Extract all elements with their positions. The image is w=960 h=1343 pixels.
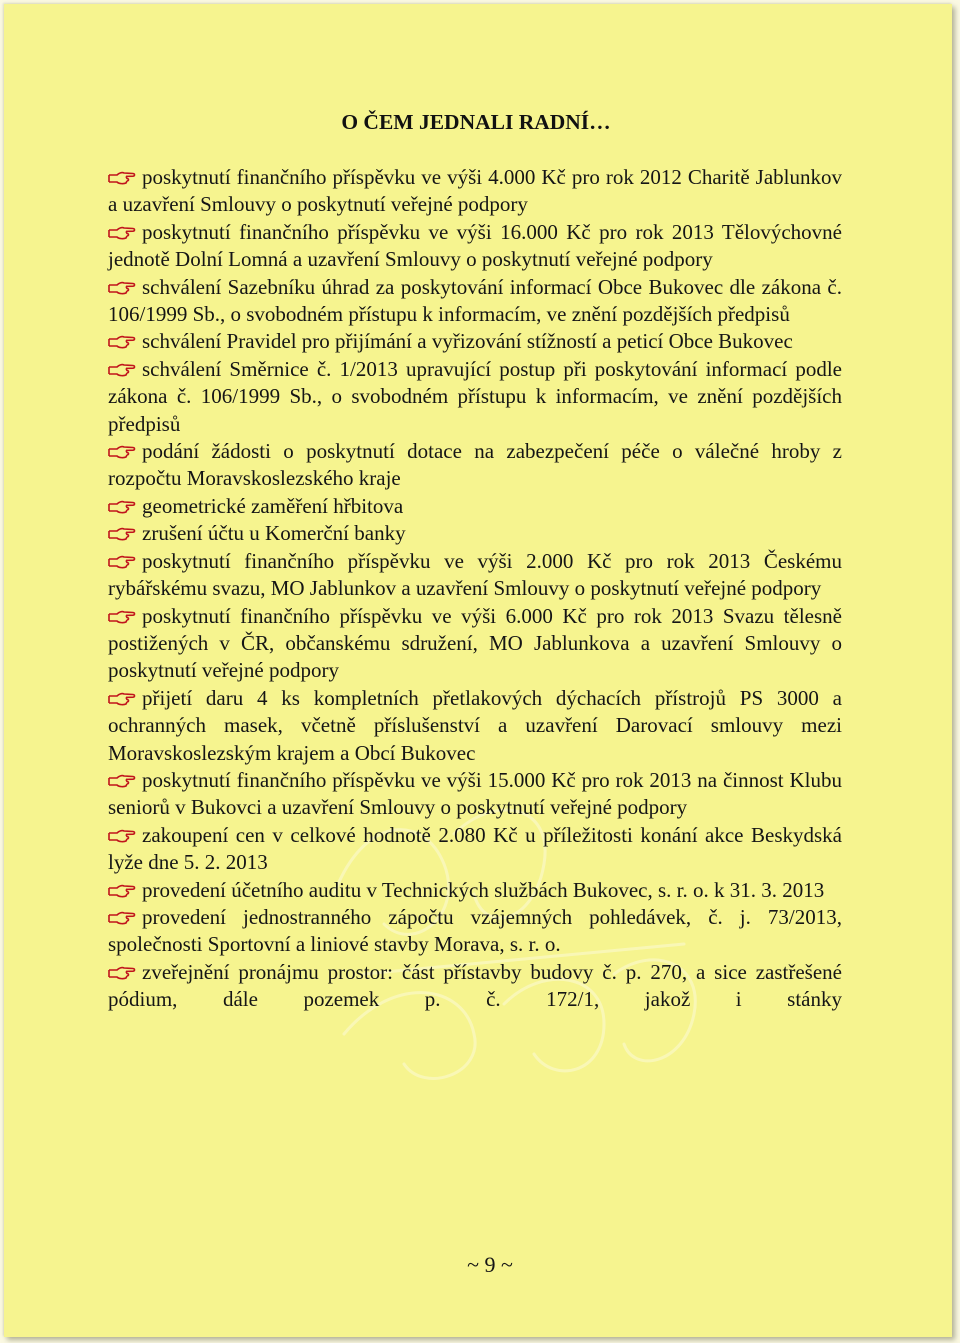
list-item: poskytnutí finančního příspěvku ve výši 15.000 Kč pro rok 2013 na činnost Klubu seniorů v Bukovci a uzavření Smlouvy o poskytnutí veřejné podpory (108, 767, 842, 820)
list-item: podání žádosti o poskytnutí dotace na zabezpečení péče o válečné hroby z rozpočtu Moravskoslezského kraje (108, 439, 842, 491)
resolutions-list (108, 164, 842, 1014)
list-item: geometrické zaměření hřbitova (108, 493, 842, 520)
page-number: ~ 9 ~ (467, 1252, 513, 1277)
hand-pointing-right-icon (108, 363, 136, 377)
list-item: přijetí daru 4 ks kompletních přetlakových dýchacích přístrojů PS 3000 a ochranných masek, včetně příslušenství a uzavření Darovací smlouvy mezi Moravskoslezským krajem a Obcí Bukovec (108, 685, 842, 765)
hand-pointing-right-icon (108, 692, 136, 706)
list-item: provedení jednostranného zápočtu vzájemných pohledávek, č. j. 73/2013, společnosti Sportovní a liniové stavby Morava, s. r. o. (108, 904, 842, 957)
list-item: schválení Směrnice č. 1/2013 upravující postup při poskytování informací podle zákona č. 106/1999 Sb., o svobodném přístupu k informacím, ve znění pozdějších předpisů (108, 356, 842, 436)
list-item: poskytnutí finančního příspěvku ve výši 4.000 Kč pro rok 2012 Charitě Jablunkov a uzavření Smlouvy o poskytnutí veřejné podpory (108, 165, 842, 217)
hand-pointing-right-icon (108, 335, 136, 349)
list-item: zakoupení cen v celkové hodnotě 2.080 Kč u příležitosti konání akce Beskydská lyže dne 5. 2. 2013 (108, 822, 842, 875)
hand-pointing-right-icon (108, 555, 136, 569)
hand-pointing-right-icon (108, 610, 136, 624)
list-item: poskytnutí finančního příspěvku ve výši 6.000 Kč pro rok 2013 Svazu tělesně postižených v ČR, občanskému sdružení, MO Jablunkova a uzavření Smlouvy o poskytnutí veřejné podpory (108, 603, 842, 683)
hand-pointing-right-icon (108, 527, 136, 541)
hand-pointing-right-icon (108, 226, 136, 240)
hand-pointing-right-icon (108, 884, 136, 898)
list-item: poskytnutí finančního příspěvku ve výši 16.000 Kč pro rok 2013 Tělovýchovné jednotě Dolní Lomná a uzavření Smlouvy o poskytnutí veřejné podpory (108, 219, 842, 272)
hand-pointing-right-icon (108, 171, 136, 185)
list-item: zrušení účtu u Komerční banky (108, 520, 842, 547)
page-title: O ČEM JEDNALI RADNÍ… (341, 110, 611, 134)
hand-pointing-right-icon (108, 445, 136, 459)
document-page (4, 4, 952, 1337)
hand-pointing-right-icon (108, 966, 136, 980)
hand-pointing-right-icon (108, 774, 136, 788)
list-item: poskytnutí finančního příspěvku ve výši 2.000 Kč pro rok 2013 Českému rybářskému svazu, MO Jablunkov a uzavření Smlouvy o poskytnutí veřejné podpory (108, 548, 842, 601)
hand-pointing-right-icon (108, 911, 136, 925)
list-item: schválení Pravidel pro přijímání a vyřizování stížností a peticí Obce Bukovec (108, 328, 842, 355)
hand-pointing-right-icon (108, 829, 136, 843)
list-item: provedení účetního auditu v Technických službách Bukovec, s. r. o. k 31. 3. 2013 (108, 877, 842, 904)
list-item: zveřejnění pronájmu prostor: část přístavby budovy č. p. 270, a sice zastřešené pódium, dále pozemek p. č. 172/1, jakož i stánky (108, 959, 842, 1012)
hand-pointing-right-icon (108, 500, 136, 514)
list-item: schválení Sazebníku úhrad za poskytování informací Obce Bukovec dle zákona č. 106/1999 Sb., o svobodném přístupu k informacím, ve znění pozdějších předpisů (108, 274, 842, 327)
hand-pointing-right-icon (108, 281, 136, 295)
